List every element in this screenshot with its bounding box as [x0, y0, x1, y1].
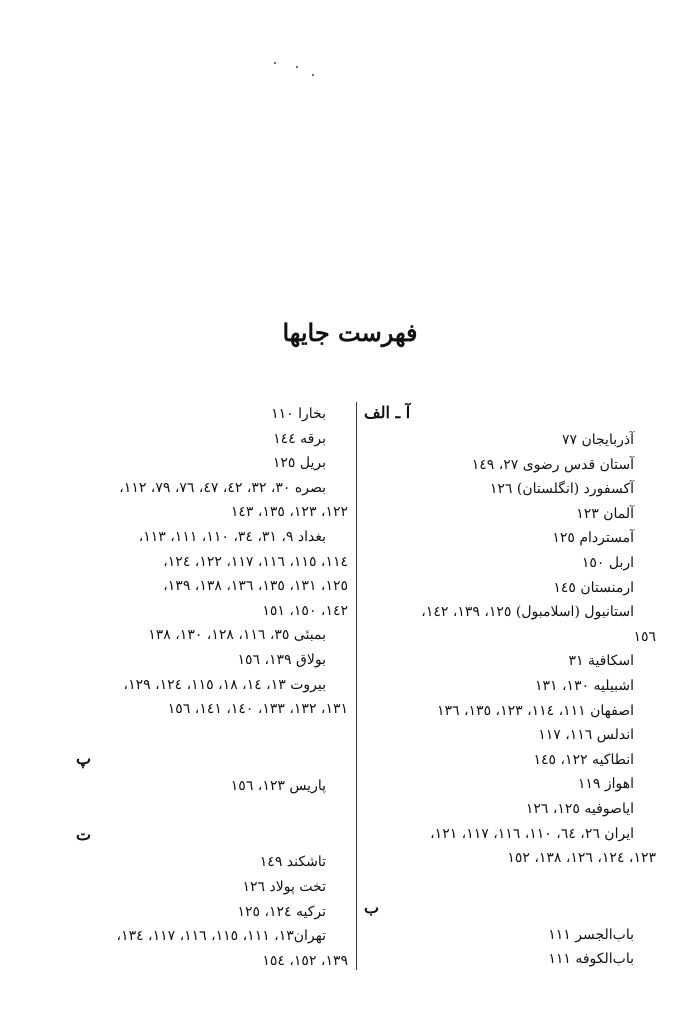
- index-entry: ترکیه ۱۲٤، ۱۲٥: [237, 903, 326, 920]
- section-spacer: [76, 798, 348, 820]
- section-spacer: [76, 722, 348, 744]
- section-letter-heading: ت: [76, 825, 92, 845]
- index-entry: ایاصوفیه ۱۲٥، ۱۲٦: [525, 800, 634, 817]
- index-entry: بریل ۱۲٥: [272, 455, 326, 472]
- index-entry: آستان قدس رضوی ۲۷، ۱٤۹: [471, 456, 634, 473]
- index-entry-continuation: ۱٥٦: [633, 628, 656, 645]
- index-entry: اسکافیة ۳۱: [568, 653, 634, 670]
- section-spacer: [364, 871, 656, 893]
- index-entry: تاشکند ۱٤۹: [259, 854, 326, 871]
- index-entry: پاریس ۱۲۳، ۱٥٦: [230, 777, 326, 794]
- index-entry: استانبول (اسلامبول) ۱۲٥، ۱۳۹، ۱٤۲،: [421, 604, 634, 621]
- index-entry: باب‌الجسر ۱۱۱: [548, 926, 634, 943]
- index-entry: ارمنستان ۱٤٥: [553, 579, 634, 596]
- index-entry: تخت پولاد ۱۲٦: [242, 878, 326, 895]
- column-divider: [356, 402, 357, 970]
- index-column-right: [364, 398, 656, 972]
- index-entry: بولاق ۱۳۹، ۱٥٦: [237, 651, 326, 668]
- page-speck: [312, 74, 314, 76]
- index-entry-continuation: ۱۱٤، ۱۱٥، ۱۱٦، ۱۱۷، ۱۲۲، ۱۲٤،: [163, 553, 348, 570]
- index-entry: آذربایجان ۷۷: [561, 432, 634, 448]
- index-entry: بمبئی ۳٥، ۱۱٦، ۱۲۸، ۱۳۰، ۱۳۸: [148, 627, 326, 644]
- index-column-left: [76, 402, 348, 973]
- index-entry: برقه ۱٤٤: [273, 430, 326, 447]
- section-letter-heading: آ ـ الف: [364, 403, 411, 422]
- section-letter-heading: پ: [76, 748, 92, 768]
- index-entry-continuation: ۱٤۲، ۱٥۰، ۱٥۱: [262, 602, 348, 619]
- index-entry: آمستردام ۱۲٥: [552, 530, 634, 547]
- page-title: فهرست جایها: [282, 318, 418, 347]
- index-entry-continuation: ۱۲۳، ۱۲٤، ۱۲٦، ۱۳۸، ۱٥۲: [507, 850, 656, 867]
- index-entry: اهواز ۱۱۹: [577, 776, 634, 793]
- index-entry: اربل ۱٥۰: [581, 554, 634, 571]
- index-entry: باب‌الکوفه ۱۱۱: [548, 951, 634, 968]
- index-entry: اصفهان ۱۱۱، ۱۱٤، ۱۲۳، ۱۳٥، ۱۳٦: [437, 702, 634, 719]
- index-entry: بغداد ۹، ۳۱، ۳٤، ۱۱۰، ۱۱۱، ۱۱۳،: [138, 528, 326, 545]
- index-entry: آلمان ۱۲۳: [576, 505, 634, 522]
- index-entry-continuation: ۱۳۹، ۱٥۲، ۱٥٤: [262, 952, 348, 969]
- index-entry-continuation: ۱۲۲، ۱۲۳، ۱۳٥، ۱٤۳: [230, 504, 348, 521]
- index-entry-continuation: ۱۳۱، ۱۳۲، ۱۳۳، ۱٤۰، ۱٤۱، ۱٥٦: [167, 701, 348, 718]
- index-entry: آکسفورد (انگلستان) ۱۲٦: [489, 481, 634, 498]
- index-entry: انطاکیه ۱۲۲، ۱٤٥: [533, 751, 634, 768]
- index-entry: اشبیلیه ۱۳۰، ۱۳۱: [535, 677, 634, 694]
- section-letter-heading: ب: [364, 897, 380, 917]
- index-entry: ایران ۲٦، ٦٤، ۱۱۰، ۱۱٦، ۱۱۷، ۱۲۱،: [430, 825, 634, 842]
- page-speck: [296, 66, 298, 68]
- index-entry: بصره ۳۰، ۳۲، ٤۲، ٤۷، ۷٦، ۷۹، ۱۱۲،: [119, 479, 326, 496]
- index-entry-continuation: ۱۲٥، ۱۳۱، ۱۳٥، ۱۳٦، ۱۳۸، ۱۳۹،: [163, 578, 348, 595]
- page-speck: [274, 62, 276, 64]
- index-entry: بیروت ۱۳، ۱٤، ۱۸، ۱۱٥، ۱۲٤، ۱۲۹،: [123, 676, 326, 693]
- index-entry: بخارا ۱۱۰: [271, 406, 326, 422]
- index-entry: اندلس ۱۱٦، ۱۱۷: [538, 727, 634, 744]
- index-entry: تهران۱۳، ۱۱۱، ۱۱٥، ۱۱٦، ۱۱۷، ۱۳٤،: [116, 928, 326, 945]
